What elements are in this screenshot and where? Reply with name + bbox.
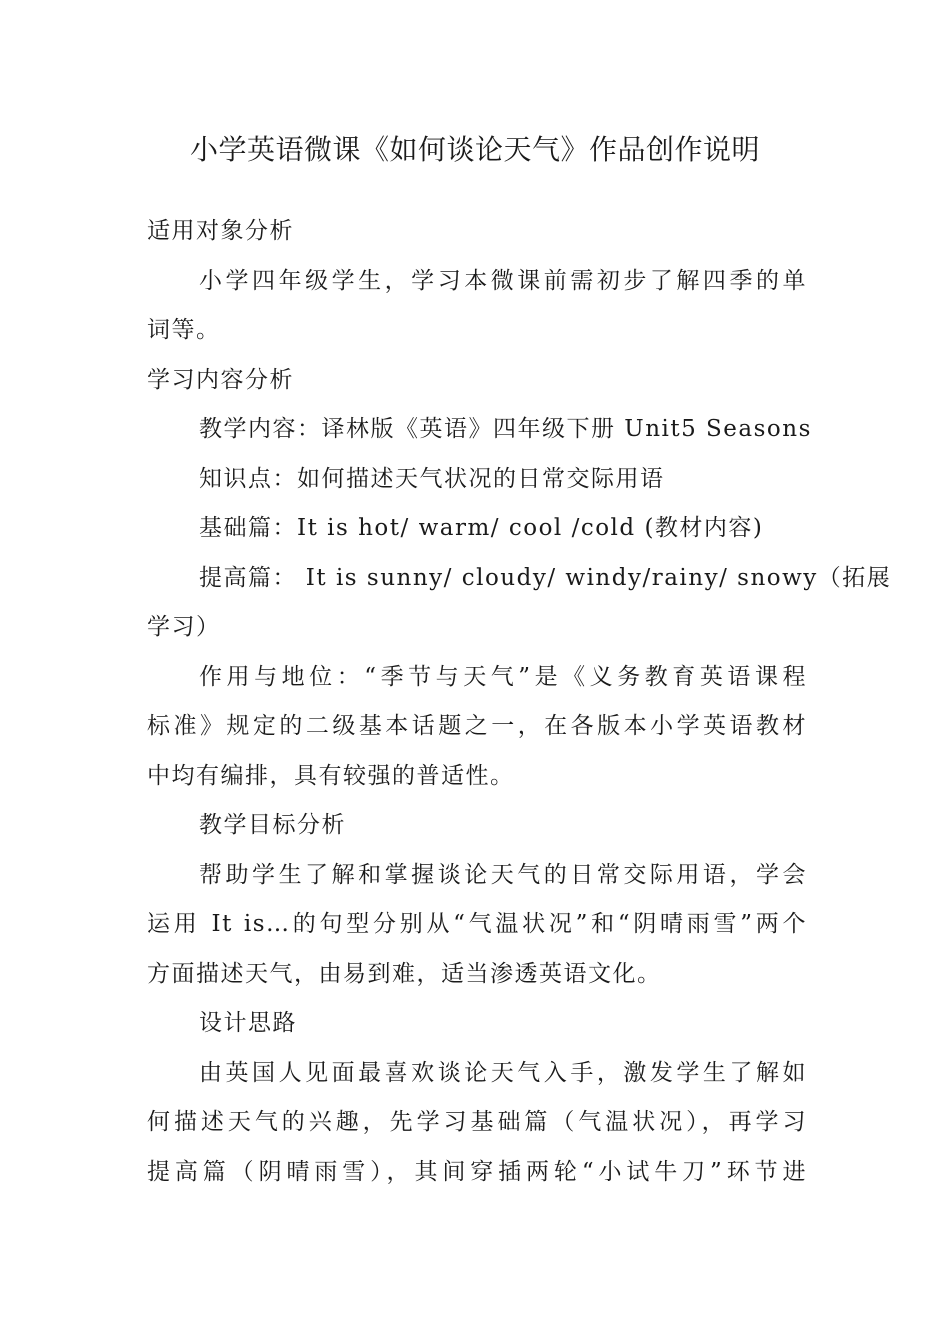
heading-content-analysis: 学习内容分析	[147, 366, 294, 393]
paragraph-line: 运用 It is…的句型分别从“气温状况”和“阴晴雨雪”两个	[147, 911, 807, 937]
heading-objectives: 教学目标分析	[199, 812, 346, 838]
paragraph-line: 方面描述天气，由易到难，适当渗透英语文化。	[147, 960, 662, 987]
paragraph-line: 中均有编排，具有较强的普适性。	[147, 762, 515, 789]
paragraph-line: 小学四年级学生，学习本微课前需初步了解四季的单	[199, 267, 807, 294]
paragraph-line: 提高篇： It is sunny/ cloudy/ windy/rainy/ snowy（拓展	[199, 564, 892, 591]
paragraph-line: 基础篇：It is hot/ warm/ cool /cold (教材内容)	[199, 515, 764, 541]
paragraph-line: 由英国人见面最喜欢谈论天气入手，激发学生了解如	[199, 1059, 807, 1086]
paragraph-line: 作用与地位：“季节与天气”是《义务教育英语课程	[199, 663, 807, 690]
paragraph-line: 教学内容：译林版《英语》四年级下册 Unit5 Seasons	[199, 416, 812, 442]
paragraph-line: 标准》规定的二级基本话题之一，在各版本小学英语教材	[147, 713, 807, 739]
document-body	[147, 207, 892, 1197]
paragraph-line: 学习）	[147, 614, 221, 640]
document-title: 小学英语微课《如何谈论天气》作品创作说明	[189, 133, 760, 166]
paragraph-line: 词等。	[147, 317, 221, 343]
paragraph-line: 何描述天气的兴趣，先学习基础篇（气温状况），再学习	[147, 1109, 807, 1135]
heading-design: 设计思路	[199, 1010, 297, 1036]
heading-target-audience: 适用对象分析	[147, 218, 294, 244]
paragraph-line: 知识点：如何描述天气状况的日常交际用语	[199, 465, 665, 492]
paragraph-line: 帮助学生了解和掌握谈论天气的日常交际用语，学会	[199, 861, 807, 888]
paragraph-line: 提高篇（阴晴雨雪），其间穿插两轮“小试牛刀”环节进	[147, 1158, 807, 1185]
